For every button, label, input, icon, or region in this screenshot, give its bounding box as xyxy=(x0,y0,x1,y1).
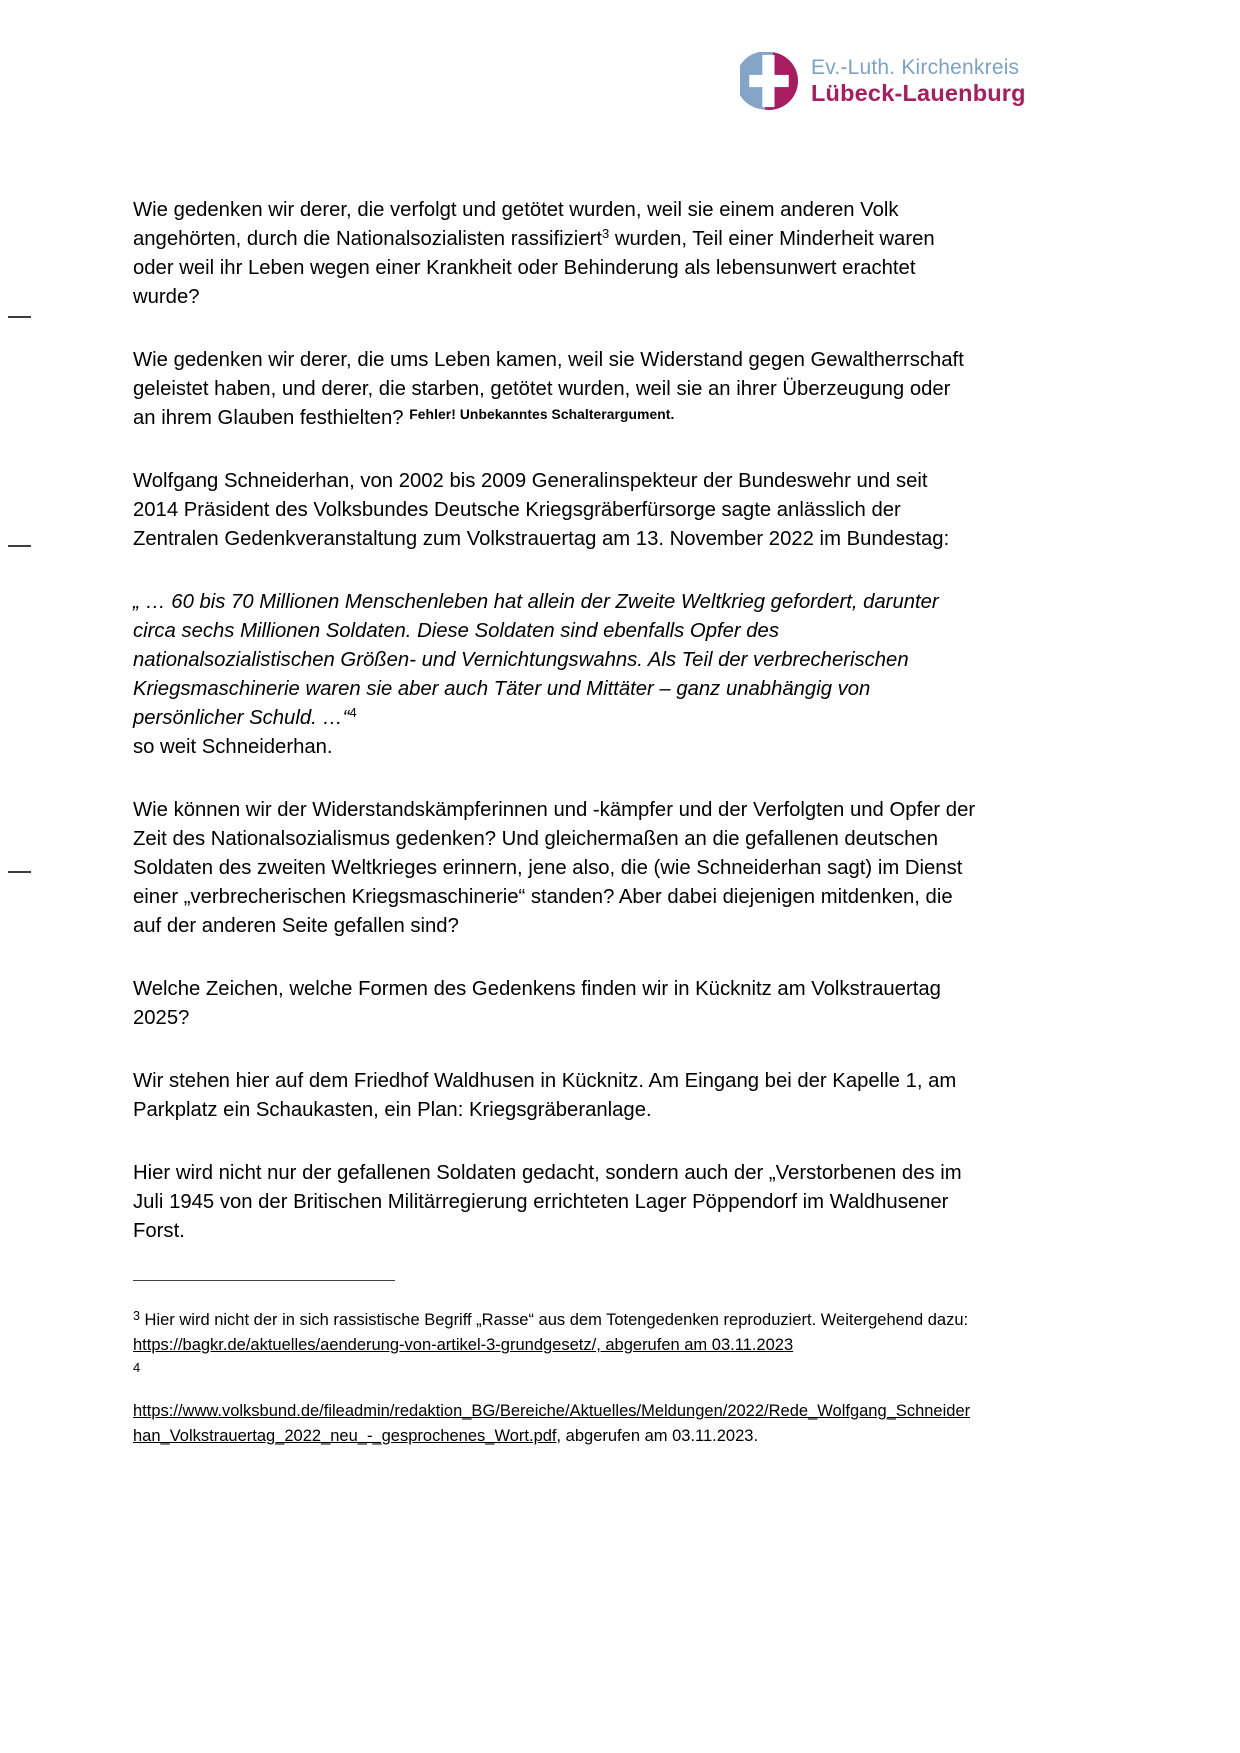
footnote-4-marker: 4 xyxy=(133,1360,141,1375)
paragraph-lager-poeppendorf: Hier wird nicht nur der gefallenen Soldaten gedacht, sondern auch der „Verstorbenen des im Juli 1945 von der Britischen Militärregierung errichteten Lager Pöppendorf im Waldhusener Forst. xyxy=(133,1162,962,1242)
paragraph-schneiderhan-intro: Wolfgang Schneiderhan, von 2002 bis 2009 Generalinspekteur der Bundeswehr und seit 2014 Präsident des Volksbundes Deutsche Kriegsgräberfürsorge sagte anlässlich der Zentralen Gedenkveranstaltung zum Volkstrauertag am 13. November 2022 im Bundestag: xyxy=(133,470,950,550)
quote-text: „ … 60 bis 70 Millionen Menschenleben hat allein der Zweite Weltkrieg gefordert, darunter circa sechs Millionen Soldaten. Diese Soldaten sind ebenfalls Opfer des nationalsozialistischen Größen- und Vernichtungswahns. Als Teil der verbrecherischen Kriegsmaschinerie waren sie aber auch Täter und Mittäter – ganz unabhängig von persönlicher Schuld. …“ xyxy=(133,591,939,729)
cross-circle-icon xyxy=(740,52,798,110)
paragraph-text: Wie gedenken wir derer, die ums Leben kamen, weil sie Widerstand gegen Gewaltherrschaft geleistet haben, und derer, die starben, getötet wurden, weil sie an ihrer Überzeugung oder an ihrem Glauben festhielten? xyxy=(133,349,964,429)
footnote-ref-4[interactable]: 4 xyxy=(349,705,357,720)
footnote-4-link[interactable]: https://www.volksbund.de/fileadmin/redaktion_BG/Bereiche/Aktuelles/Meldungen/2022/Rede_Wolfgang_Schneiderhan_Volkstrauertag_2022_neu_-_gesprochenes_Wort.pdf xyxy=(133,1402,971,1445)
paragraph-text: wurden, Teil einer Minderheit waren oder weil ihr Leben wegen einer Krankheit oder Behinderung als lebensunwert erachtet wurde? xyxy=(133,228,935,308)
logo-line-kirchenkreis: Ev.-Luth. Kirchenkreis xyxy=(811,56,1020,79)
change-mark xyxy=(8,871,31,873)
footnote-3-marker: 3 xyxy=(133,1309,140,1323)
footnotes-section xyxy=(133,1308,976,1449)
paragraph-gedenken-verfolgte xyxy=(133,196,976,312)
paragraph-text: so weit Schneiderhan. xyxy=(133,736,333,758)
paragraph-gedenken-widerstand xyxy=(133,346,976,433)
paragraph-schneiderhan-zitat xyxy=(133,588,976,762)
document-body xyxy=(133,196,976,1449)
logo-line-luebeck-lauenburg: Lübeck-Lauenburg xyxy=(811,80,1026,106)
footnote-3-text: Hier wird nicht der in sich rassistische Begriff „Rasse“ aus dem Totengedenken reproduziert. Weitergehend dazu: xyxy=(139,1311,969,1329)
footnote-4 xyxy=(133,1399,976,1449)
footnote-3-link[interactable]: https://bagkr.de/aktuelles/aenderung-von-artikel-3-grundgesetz/, abgerufen am 03.11.2023 xyxy=(133,1336,794,1354)
logo-wordmark xyxy=(811,55,1026,107)
footnote-ref-3[interactable]: 3 xyxy=(601,226,610,241)
paragraph-welche-zeichen: Welche Zeichen, welche Formen des Gedenkens finden wir in Kücknitz am Volkstrauertag 2025? xyxy=(133,978,941,1029)
paragraph-text: Wie gedenken wir derer, die verfolgt und getötet wurden, weil sie einem anderen Volk angehörten, durch die Nationalsozialisten rassifiziert xyxy=(133,199,899,250)
change-mark xyxy=(8,316,31,318)
word-field-error: Fehler! Unbekanntes Schalterargument. xyxy=(409,407,675,422)
kirchenkreis-logo xyxy=(740,52,1026,110)
paragraph-wie-koennen-wir: Wie können wir der Widerstandskämpferinnen und -kämpfer und der Verfolgten und Opfer der Zeit des Nationalsozialismus gedenken? Und gleichermaßen an die gefallenen deutschen Soldaten des zweiten Weltkrieges erinnern, jene also, die (wie Schneiderhan sagt) im Dienst einer „verbrecherischen Kriegsmaschinerie“ standen? Aber dabei diejenigen mitdenken, die auf der anderen Seite gefallen sind? xyxy=(133,799,976,937)
footnote-separator-line xyxy=(133,1280,395,1281)
change-mark xyxy=(8,545,31,547)
paragraph-friedhof-waldhusen: Wir stehen hier auf dem Friedhof Waldhusen in Kücknitz. Am Eingang bei der Kapelle 1, am Parkplatz ein Schaukasten, ein Plan: Kriegsgräberanlage. xyxy=(133,1070,957,1121)
footnote-3 xyxy=(133,1308,976,1358)
footnote-4-text: , abgerufen am 03.11.2023. xyxy=(556,1427,759,1445)
